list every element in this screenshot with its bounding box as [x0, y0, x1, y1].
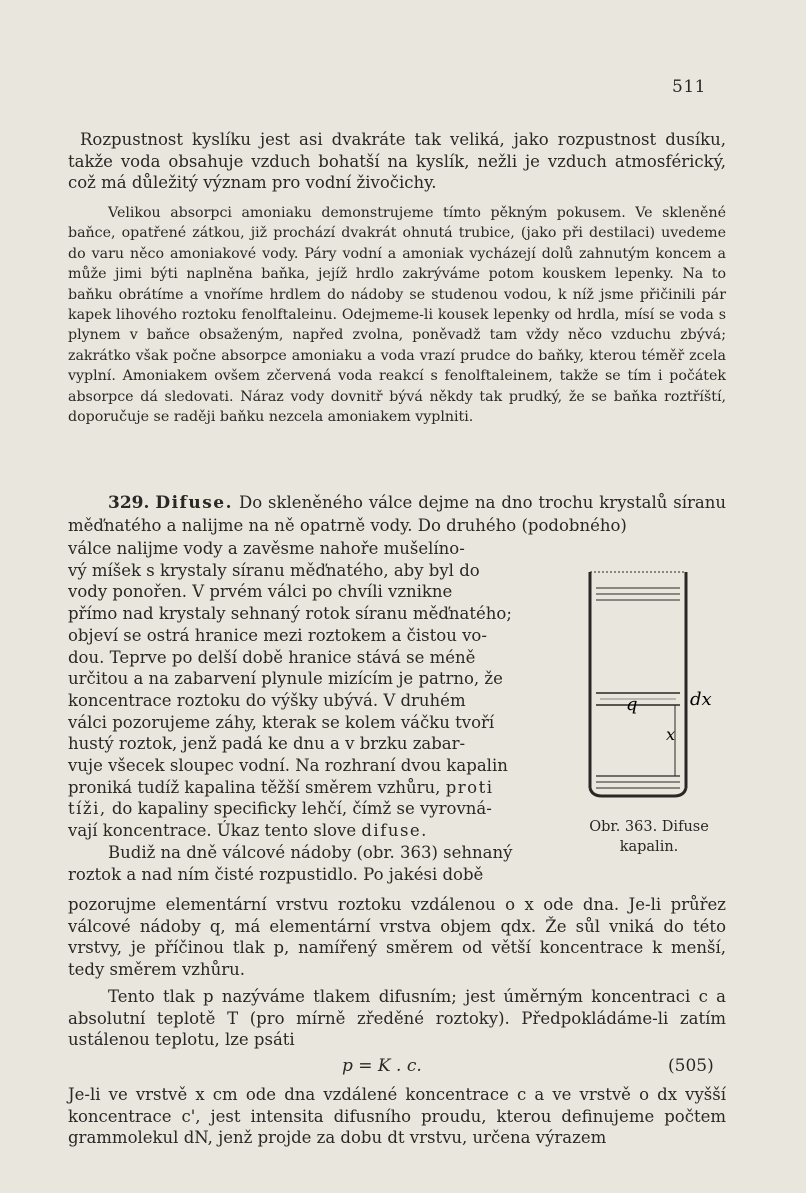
- column-line: [68, 820, 558, 842]
- column-line: určitou a na zabarvení plynule mizícím je patrno, že: [68, 669, 503, 689]
- label-q: q: [626, 694, 638, 715]
- spaced-word: proti: [445, 777, 494, 797]
- section-number: 329.: [108, 493, 150, 513]
- paragraph-elementary-layer: pozorujme elementární vrstvu roztoku vzdálenou o x ode dna. Je-li průřez válcové nádoby q, má elementární vrstva objem qdx. Že sůl vniká do této vrstvy, je příčinou tlak p, namířený směrem od větší koncentrace k menší, tedy směrem vzhůru.: [68, 895, 726, 980]
- label-x: x: [666, 725, 676, 744]
- formula-number: (505): [668, 1056, 714, 1076]
- column-line: objeví se ostrá hranice mezi roztokem a čistou vo-: [68, 625, 487, 645]
- paragraph-diffusion-current: Je-li ve vrstvě x cm ode dna vzdálené koncentrace c a ve vrstvě o dx vyšší koncentrace c', jest intensita difusního proudu, kterou definujeme počtem grammolekul dN, jenž projde za dobu dt vrstvu, určena výrazem: [68, 1085, 726, 1148]
- figure-caption: Obr. 363. Difuse kapalin.: [589, 819, 709, 855]
- diffusion-cylinder-figure: [580, 560, 730, 810]
- column-line: hustý roztok, jenž padá ke dnu a v brzku zabar-: [68, 734, 466, 754]
- section-329-intro: [68, 492, 726, 536]
- column-line: Budiž na dně válcové nádoby (obr. 363) sehnaný: [108, 842, 513, 862]
- column-line: roztok a nad ním čisté rozpustidlo. Po jakési době: [68, 864, 484, 884]
- paragraph-diffusion-pressure: Tento tlak p nazýváme tlakem difusním; jest úměrným koncentraci c a absolutní teplotě T (pro mírně zředěné roztoky). Předpokládáme-li zatím ustálenou teplotu, lze psáti: [68, 987, 726, 1050]
- paragraph-ammonia-experiment: Velikou absorpci amoniaku demonstrujeme tímto pěkným pokusem. Ve skleněné baňce, opatřené zátkou, již prochází dvakrát ohnutá trubice, (jako při destilaci) uvedeme do varu něco amoniakové vody. Páry vodní a amoniak vycházejí dolů zahnutým koncem a může jimi býti naplněna baňka, jejíž hrdlo zakrýváme potom kouskem lepenky. Na to baňku obrátíme a vnoříme hrdlem do nádoby se studenou vodou, k níž jsme přičinili pár kapek lihového roztoku fenolftaleinu. Odejmeme-li kousek lepenky od hrdla, mísí se voda s plynem v baňce obsaženým, napřed zvolna, poněvadž tam vždy něco vzduchu zbývá; zakrátko však počne absorpce amoniaku a voda vrazí prudce do baňky, kterou téměř zcela vyplní. Amoniakem ovšem zčervená voda reakcí s fenolftaleinem, takže se tím i počátek absorpce dá sledovati. Náraz vody dovnitř bývá někdy tak prudký, že se baňka roztříští, doporučuje se raději baňku nezcela amoniakem vyplniti.: [68, 205, 726, 426]
- column-line: dou. Teprve po delší době hranice stává se méně: [68, 647, 476, 667]
- column-line: [68, 777, 558, 799]
- formula-expression: p = K . c.: [342, 1056, 422, 1076]
- column-line: koncentrace roztoku do výšky ubývá. V druhém: [68, 690, 466, 710]
- spaced-word: tíži,: [68, 799, 107, 819]
- section-column-text: [68, 538, 558, 885]
- figure-frame: [580, 560, 730, 810]
- column-line: válce nalijme vody a zavěsme nahoře mušelíno-: [68, 539, 465, 558]
- column-line: válci pozorujeme záhy, kterak se kolem váčku tvoří: [68, 712, 495, 732]
- paragraph-oxygen-solubility: Rozpustnost kyslíku jest asi dvakráte tak veliká, jako rozpustnost dusíku, takže voda obsahuje vzduch bohatší na kyslík, nežli je vzduch atmosférický, což má důležitý význam pro vodní živočichy.: [68, 130, 726, 193]
- section-intro-text: Do skleněného válce dejme na dno trochu krystalů síranu měďnatého a nalijme na ně opatrně vody. Do druhého (podobného): [68, 493, 727, 535]
- section-title: Difuse.: [155, 493, 234, 513]
- column-line: vý míšek s krystaly síranu měďnatého, aby byl do: [68, 560, 480, 580]
- page-number: 511: [672, 77, 706, 97]
- column-line: [68, 798, 558, 820]
- column-line: vody ponořen. V prvém válci po chvíli vznikne: [68, 582, 453, 602]
- column-line-text: vají koncentrace. Úkaz tento slove: [68, 821, 357, 841]
- column-line-text: do kapaliny specificky lehčí, čímž se vyrovná-: [111, 799, 492, 819]
- column-line: přímo nad krystaly sehnaný rotok síranu měďnatého;: [68, 604, 512, 624]
- column-line: vuje všecek sloupec vodní. Na rozhraní dvou kapalin: [68, 756, 508, 776]
- spaced-word: difuse.: [361, 821, 428, 841]
- cylinder-bottom: [590, 788, 686, 796]
- label-dx: dx: [690, 689, 712, 710]
- column-line-text: proniká tudíž kapalina těžší směrem vzhůru,: [68, 777, 441, 797]
